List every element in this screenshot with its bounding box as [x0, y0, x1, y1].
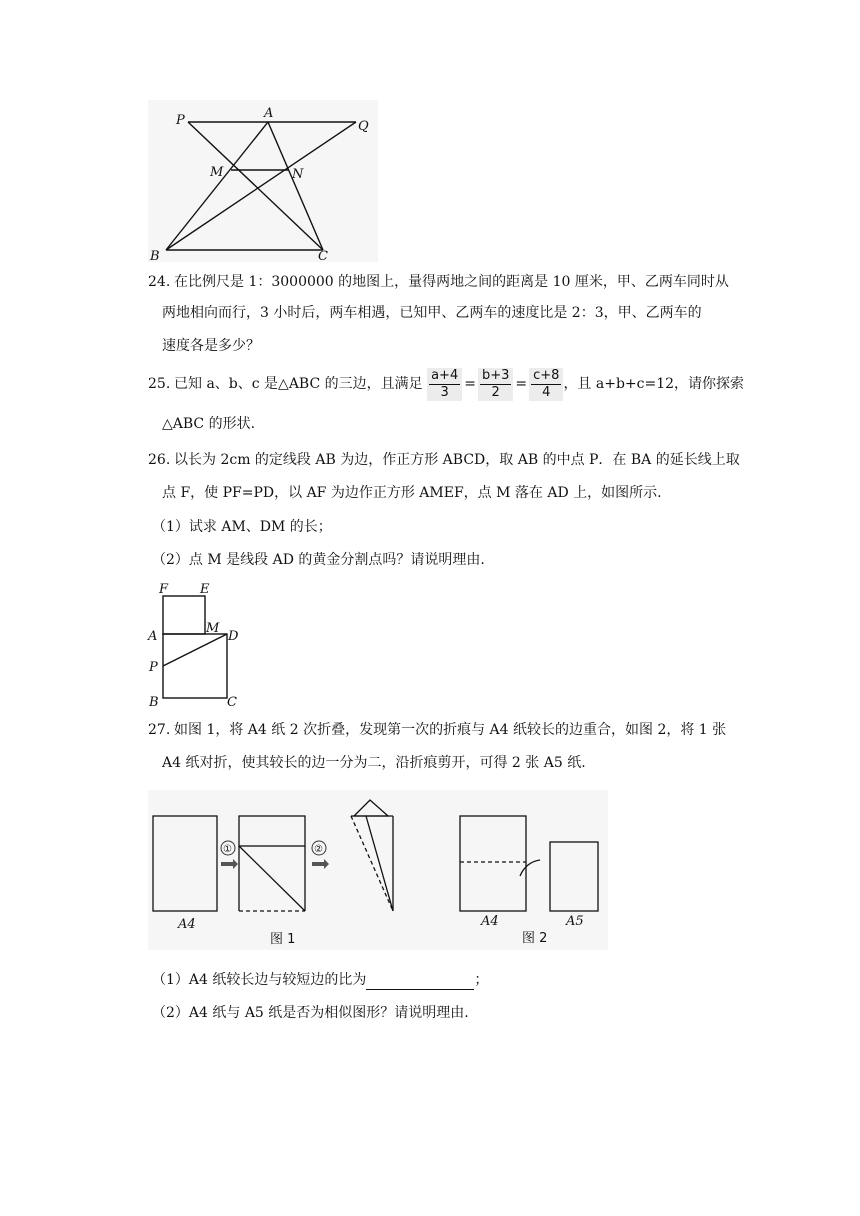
- q26-sub2: （2）点 M 是线段 AD 的黄金分割点吗？请说明理由.: [152, 552, 485, 568]
- figure-a4-folding: [148, 790, 608, 950]
- label-a: A: [148, 629, 158, 644]
- label-a5: A5: [566, 914, 584, 929]
- q24-number: 24.: [148, 274, 171, 290]
- q27-number: 27.: [148, 722, 171, 738]
- segment-pd: [163, 634, 227, 666]
- q24-line2: 两地相向而行，3 小时后，两车相遇，已知甲、乙两车的速度比是 2：3，甲、乙两车的: [162, 305, 702, 321]
- q27-line2: A4 纸对折，使其较长的边一分为二，沿折痕剪开，可得 2 张 A5 纸.: [162, 755, 586, 771]
- q25-line2: △ABC 的形状.: [162, 416, 256, 432]
- q27-text1: 如图 1，将 A4 纸 2 次折叠，发现第一次的折痕与 A4 纸较长的边重合，如图 2，将 1 张: [174, 722, 727, 738]
- label-p: P: [149, 660, 158, 675]
- label-q: Q: [358, 119, 369, 134]
- label-m: M: [206, 621, 220, 636]
- square-amef: [163, 596, 205, 634]
- step2-label: ②: [314, 844, 323, 855]
- q27-sub1: [152, 970, 488, 990]
- label-b: B: [149, 695, 159, 710]
- q25-eq1: =: [464, 376, 476, 392]
- q26-line2: 点 F，使 PF=PD，以 AF 为边作正方形 AMEF，点 M 落在 AD 上，如图所示.: [162, 485, 662, 501]
- q25-frac1: $\frac{a+4}{3}$: [427, 368, 462, 401]
- label-b: B: [150, 249, 160, 262]
- q27-line1: [148, 720, 726, 740]
- q26-line1: [148, 450, 740, 470]
- answer-blank: [366, 974, 474, 990]
- caption-fig1: 图 1: [270, 932, 296, 947]
- label-a: A: [264, 106, 274, 121]
- q24-text1: 在比例尺是 1：3000000 的地图上，量得两地之间的距离是 10 厘米，甲、乙两车同时从: [174, 274, 729, 290]
- label-n: N: [292, 167, 304, 182]
- q25-frac3: $\frac{c+8}{4}$: [529, 368, 563, 401]
- q24-line1: [148, 272, 729, 292]
- label-f: F: [159, 582, 169, 597]
- figure-golden-square: [145, 578, 245, 710]
- label-c: C: [227, 695, 237, 710]
- q24-line3: 速度各是多少？: [162, 338, 260, 354]
- step1-label: ①: [223, 844, 232, 855]
- label-p: P: [176, 113, 185, 128]
- square-abcd: [163, 634, 227, 698]
- q27-sub1-end: ；: [474, 972, 489, 988]
- q27-sub2: （2）A4 纸与 A5 纸是否为相似图形？请说明理由.: [152, 1005, 469, 1021]
- q27-sub1-text: （1）A4 纸较长边与较短边的比为: [152, 972, 367, 988]
- q26-sub1: （1）试求 AM、DM 的长；: [152, 519, 332, 535]
- label-a4-1: A4: [178, 917, 196, 932]
- q25-pre: 已知 a、b、c 是△ABC 的三边，且满足: [174, 376, 423, 392]
- q25-eq2: =: [515, 376, 528, 392]
- figure-triangle-pq: [148, 100, 378, 262]
- q25-line1: [148, 366, 744, 402]
- label-a4-2: A4: [481, 914, 499, 929]
- label-d: D: [228, 629, 239, 644]
- q26-text1: 以长为 2cm 的定线段 AB 为边，作正方形 ABCD，取 AB 的中点 P．在 BA 的延长线上取: [174, 452, 740, 468]
- q26-number: 26.: [148, 452, 171, 468]
- label-e: E: [200, 582, 210, 597]
- label-c: C: [318, 249, 328, 262]
- q25-frac2: $\frac{b+3}{2}$: [478, 368, 513, 401]
- q25-post: ，且 a+b+c=12，请你探索: [563, 376, 745, 392]
- label-m: M: [210, 165, 224, 180]
- q25-number: 25.: [148, 376, 171, 392]
- caption-fig2: 图 2: [522, 931, 548, 946]
